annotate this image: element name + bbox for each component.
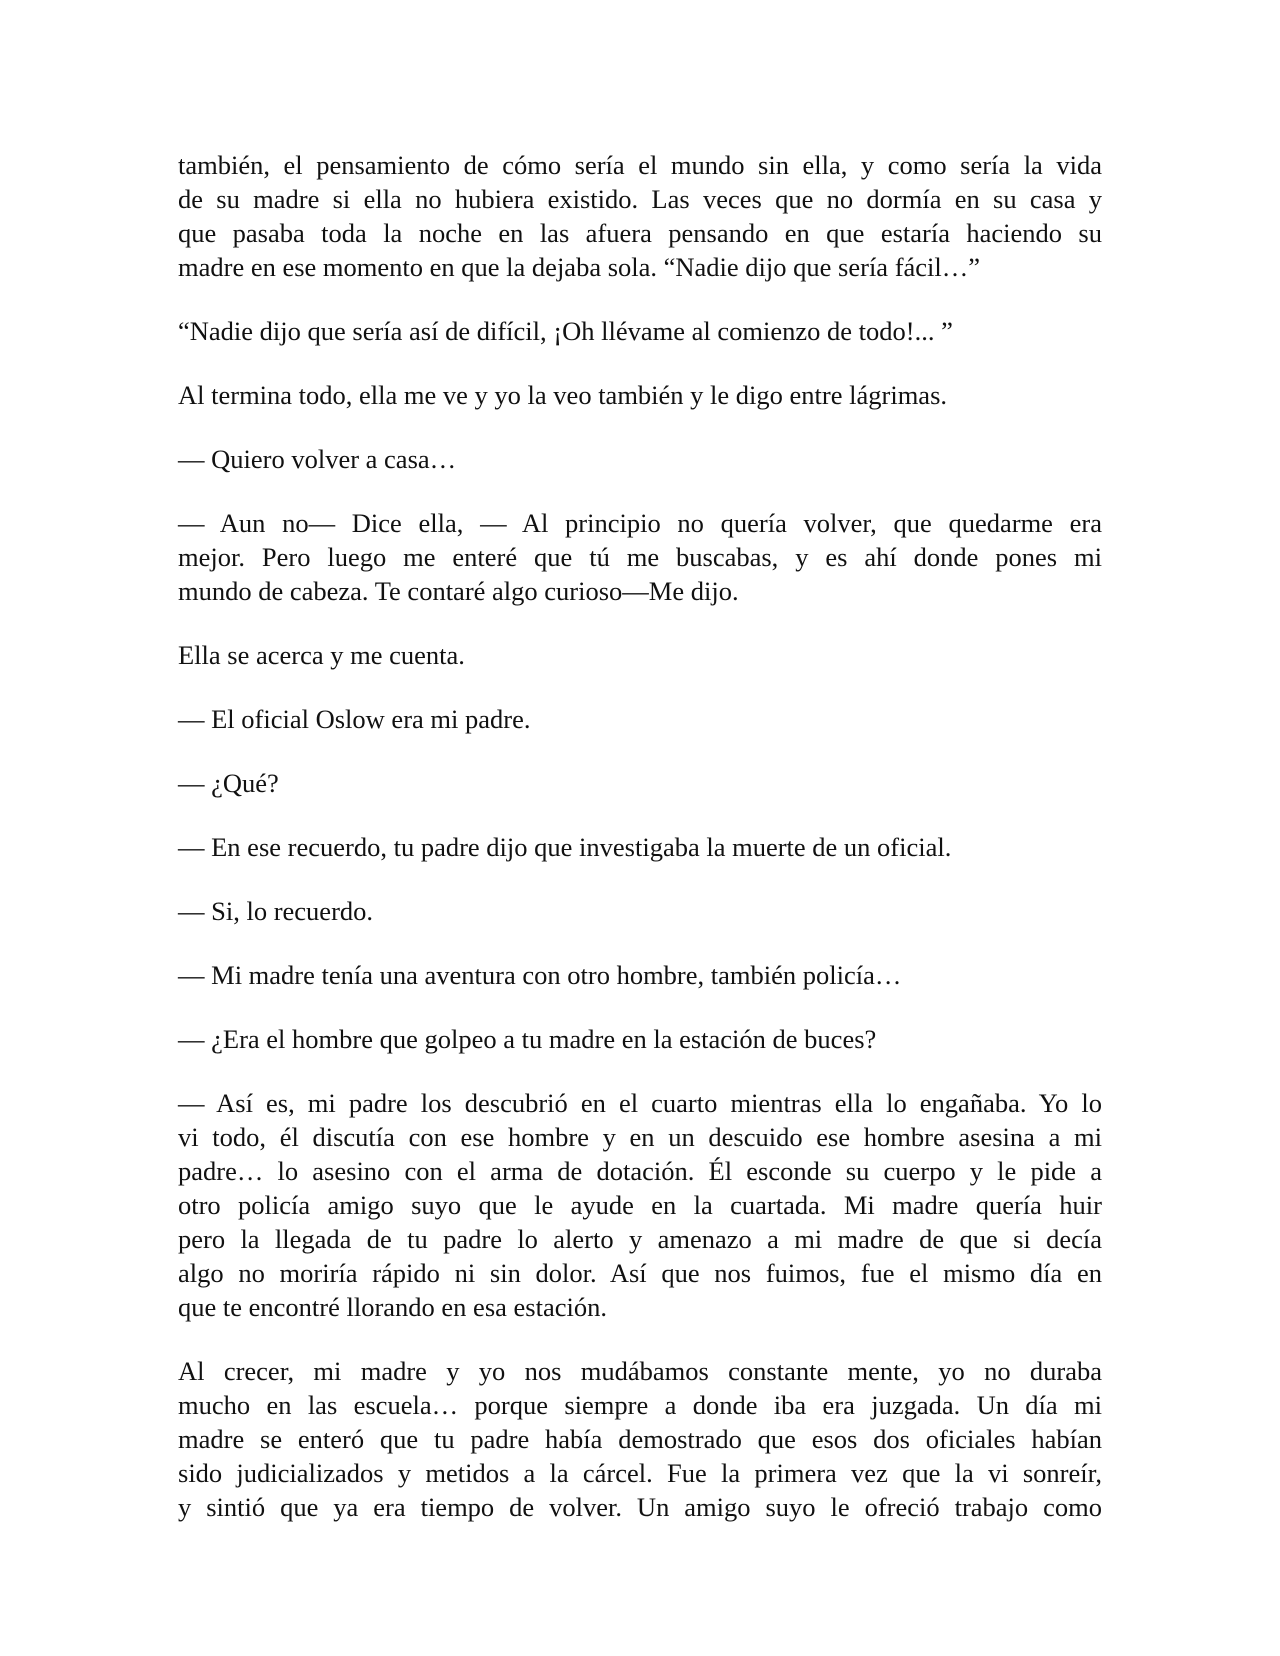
paragraph xyxy=(178,1354,1102,1524)
dialogue-line xyxy=(178,894,1102,928)
text-line: que pasaba toda la noche en las afuera pensando en que estaría haciendo su xyxy=(178,218,1102,248)
dialogue-paragraph xyxy=(178,1086,1102,1324)
paragraph xyxy=(178,378,1102,412)
dialogue-paragraph xyxy=(178,506,1102,608)
text-line: y sintió que ya era tiempo de volver. Un amigo suyo le ofreció trabajo como xyxy=(178,1492,1102,1522)
text-line: también, el pensamiento de cómo sería el mundo sin ella, y como sería la vida xyxy=(178,150,1102,180)
text-line: Ella se acerca y me cuenta. xyxy=(178,640,465,670)
text-line: otro policía amigo suyo que le ayude en la cuartada. Mi madre quería huir xyxy=(178,1190,1102,1220)
dialogue-line xyxy=(178,766,1102,800)
text-line: mejor. Pero luego me enteré que tú me buscabas, y es ahí donde pones mi xyxy=(178,542,1102,572)
quote-paragraph xyxy=(178,314,1102,348)
text-line: Al termina todo, ella me ve y yo la veo también y le digo entre lágrimas. xyxy=(178,380,948,410)
text-line: que te encontré llorando en esa estación. xyxy=(178,1292,607,1322)
text-line: mucho en las escuela… porque siempre a donde iba era juzgada. Un día mi xyxy=(178,1390,1102,1420)
text-line: — El oficial Oslow era mi padre. xyxy=(178,704,531,734)
text-line: — ¿Qué? xyxy=(178,768,279,798)
dialogue-line xyxy=(178,1022,1102,1056)
text-line: mundo de cabeza. Te contaré algo curioso—Me dijo. xyxy=(178,576,739,606)
text-line: madre se enteró que tu padre había demostrado que esos dos oficiales habían xyxy=(178,1424,1102,1454)
dialogue-line xyxy=(178,702,1102,736)
document-page xyxy=(178,148,1102,1554)
text-line: Al crecer, mi madre y yo nos mudábamos constante mente, yo no duraba xyxy=(178,1356,1102,1386)
text-line: algo no moriría rápido ni sin dolor. Así que nos fuimos, fue el mismo día en xyxy=(178,1258,1102,1288)
dialogue-line xyxy=(178,958,1102,992)
text-line: — Quiero volver a casa… xyxy=(178,444,457,474)
text-line: pero la llegada de tu padre lo alerto y amenazo a mi madre de que si decía xyxy=(178,1224,1102,1254)
dialogue-line xyxy=(178,442,1102,476)
paragraph xyxy=(178,148,1102,284)
text-line: — Si, lo recuerdo. xyxy=(178,896,374,926)
paragraph xyxy=(178,638,1102,672)
text-line: — En ese recuerdo, tu padre dijo que investigaba la muerte de un oficial. xyxy=(178,832,952,862)
text-line: “Nadie dijo que sería así de difícil, ¡Oh llévame al comienzo de todo!... ” xyxy=(178,316,953,346)
text-line: de su madre si ella no hubiera existido. Las veces que no dormía en su casa y xyxy=(178,184,1102,214)
text-line: — Mi madre tenía una aventura con otro hombre, también policía… xyxy=(178,960,902,990)
text-line: — Así es, mi padre los descubrió en el cuarto mientras ella lo engañaba. Yo lo xyxy=(178,1088,1102,1118)
text-line: — ¿Era el hombre que golpeo a tu madre en la estación de buces? xyxy=(178,1024,877,1054)
text-line: sido judicializados y metidos a la cárcel. Fue la primera vez que la vi sonreír, xyxy=(178,1458,1102,1488)
text-line: padre… lo asesino con el arma de dotación. Él esconde su cuerpo y le pide a xyxy=(178,1156,1102,1186)
text-line: vi todo, él discutía con ese hombre y en un descuido ese hombre asesina a mi xyxy=(178,1122,1102,1152)
dialogue-line xyxy=(178,830,1102,864)
text-line: — Aun no— Dice ella, — Al principio no quería volver, que quedarme era xyxy=(178,508,1102,538)
text-line: madre en ese momento en que la dejaba sola. “Nadie dijo que sería fácil…” xyxy=(178,252,981,282)
